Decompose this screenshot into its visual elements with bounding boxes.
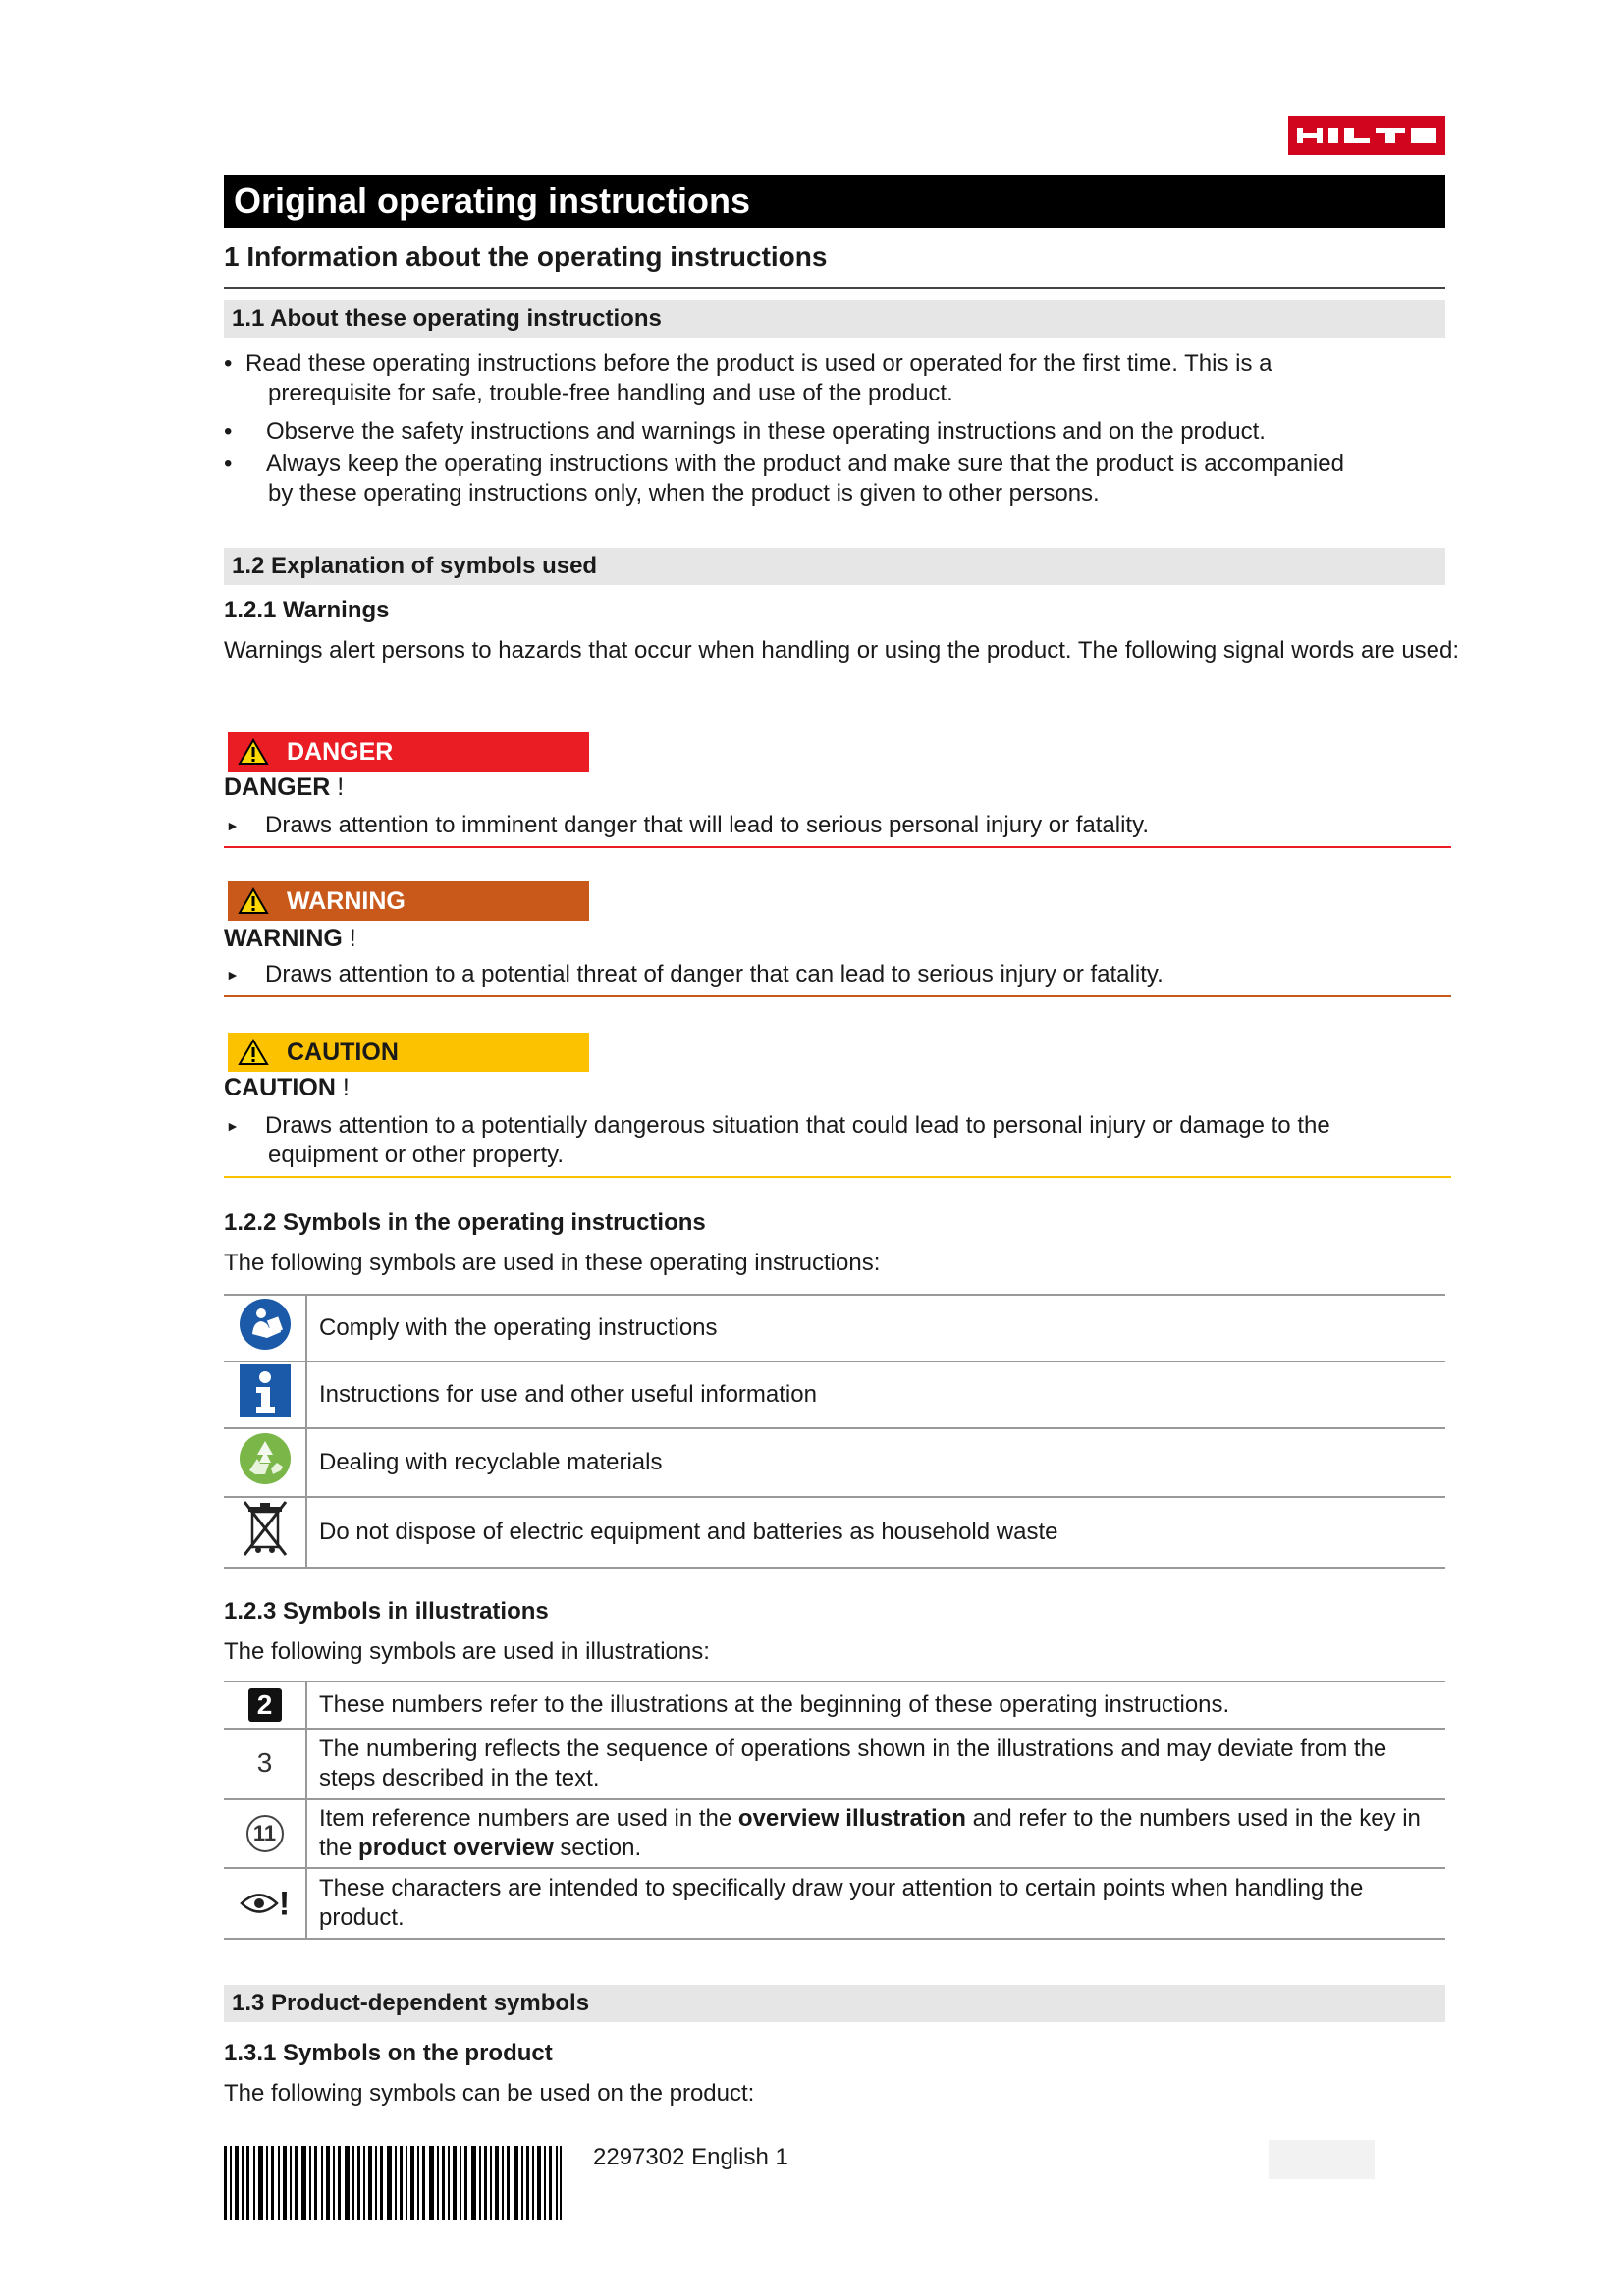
symbol-description: These characters are intended to specifically draw your attention to certain points when handling the product. xyxy=(306,1868,1445,1939)
warning-triangle-icon xyxy=(238,1039,269,1066)
page-footer-text: 2297302 English 1 xyxy=(593,2144,788,2170)
symbols-instructions-table xyxy=(224,1294,1445,1569)
table-row xyxy=(224,1362,1445,1428)
arrow-icon: ► xyxy=(226,967,240,983)
barcode xyxy=(224,2146,562,2220)
table-row xyxy=(224,1799,1445,1868)
hilti-logo-mark xyxy=(1293,124,1440,147)
symbols-illustrations-intro: The following symbols are used in illustrations: xyxy=(224,1638,710,1665)
symbol-description: The numbering reflects the sequence of operations shown in the illustrations and may deviate from the steps described in the text. xyxy=(306,1729,1445,1799)
list-item: • Read these operating instructions before the product is used or operated for the first time. This is a prerequisite for safe, trouble-free handling and use of the product. xyxy=(224,349,1451,408)
item-reference-icon: 11 xyxy=(224,1799,306,1868)
caution-signal-word: CAUTION ! xyxy=(224,1074,350,1101)
hilti-logo xyxy=(1288,116,1445,155)
danger-label: DANGER xyxy=(287,737,394,766)
table-row xyxy=(224,1729,1445,1799)
section-1-heading: 1 Information about the operating instructions xyxy=(224,238,1445,289)
bullet-text-continued: prerequisite for safe, trouble-free handling and use of the product. xyxy=(268,380,953,406)
bullet-text: Always keep the operating instructions with the product and make sure that the product is accompanied xyxy=(266,451,1344,477)
warning-description: ► Draws attention to a potential threat of danger that can lead to serious injury or fatality. xyxy=(224,960,1451,997)
section-1-3-heading: 1.3 Product-dependent symbols xyxy=(224,1985,1445,2022)
bullet-text: Observe the safety instructions and warnings in these operating instructions and on the product. xyxy=(266,418,1266,445)
section-1-2-3-heading: 1.2.3 Symbols in illustrations xyxy=(224,1598,549,1625)
warning-triangle-icon xyxy=(238,887,269,915)
section-1-1-heading: 1.1 About these operating instructions xyxy=(224,300,1445,338)
document-title: Original operating instructions xyxy=(224,175,1445,228)
crossed-bin-icon xyxy=(224,1497,306,1568)
illustration-number-icon: 2 xyxy=(224,1682,306,1729)
symbol-description: Do not dispose of electric equipment and batteries as household waste xyxy=(306,1497,1445,1568)
section-1-2-heading: 1.2 Explanation of symbols used xyxy=(224,548,1445,585)
warning-label: WARNING xyxy=(287,886,406,915)
list-item: • Always keep the operating instructions with the product and make sure that the product is accompanied by these operating instructions only, when the product is given to other persons. xyxy=(224,450,1451,508)
danger-description: ► Draws attention to imminent danger that will lead to serious personal injury or fatality. xyxy=(224,811,1451,848)
arrow-icon: ► xyxy=(226,818,240,833)
symbol-description: These numbers refer to the illustrations at the beginning of these operating instructions. xyxy=(306,1682,1445,1729)
read-manual-icon xyxy=(224,1295,306,1362)
symbols-instructions-intro: The following symbols are used in these operating instructions: xyxy=(224,1250,881,1276)
recycle-icon xyxy=(224,1428,306,1497)
table-row xyxy=(224,1868,1445,1939)
attention-eye-icon: ! xyxy=(224,1868,306,1939)
bullet-text: Read these operating instructions before the product is used or operated for the first time. This is a xyxy=(245,350,1272,377)
section-1-3-1-heading: 1.3.1 Symbols on the product xyxy=(224,2040,553,2066)
caution-description: ► Draws attention to a potentially dangerous situation that could lead to personal injury or damage to the equipment or other property. xyxy=(224,1111,1451,1178)
table-row xyxy=(224,1428,1445,1497)
symbols-illustrations-table xyxy=(224,1681,1445,1940)
symbol-description: Dealing with recyclable materials xyxy=(306,1428,1445,1497)
warnings-intro: Warnings alert persons to hazards that occur when handling or using the product. The following signal words are used: xyxy=(224,637,1460,664)
warning-label-bar xyxy=(228,881,589,921)
table-row xyxy=(224,1682,1445,1729)
section-1-2-1-heading: 1.2.1 Warnings xyxy=(224,597,390,623)
product-symbols-intro: The following symbols can be used on the product: xyxy=(224,2080,755,2107)
section-1-2-2-heading: 1.2.2 Symbols in the operating instructions xyxy=(224,1209,706,1236)
danger-signal-word: DANGER ! xyxy=(224,774,345,801)
danger-label-bar xyxy=(228,732,589,772)
footer-placeholder-box xyxy=(1269,2140,1375,2179)
symbol-description: Comply with the operating instructions xyxy=(306,1295,1445,1362)
info-icon xyxy=(224,1362,306,1428)
caution-label: CAUTION xyxy=(287,1038,399,1066)
symbol-description: Item reference numbers are used in the overview illustration and refer to the numbers used in the key in the product overview section. xyxy=(306,1799,1445,1868)
symbol-description: Instructions for use and other useful information xyxy=(306,1362,1445,1428)
table-row xyxy=(224,1497,1445,1568)
caution-label-bar xyxy=(228,1033,589,1072)
arrow-icon: ► xyxy=(226,1118,240,1134)
list-item: • Observe the safety instructions and warnings in these operating instructions and on the product. xyxy=(224,417,1451,447)
warning-signal-word: WARNING ! xyxy=(224,925,356,952)
warning-triangle-icon xyxy=(238,738,269,766)
bullet-text-continued: by these operating instructions only, when the product is given to other persons. xyxy=(268,480,1100,507)
table-row xyxy=(224,1295,1445,1362)
step-number-icon: 3 xyxy=(224,1729,306,1799)
